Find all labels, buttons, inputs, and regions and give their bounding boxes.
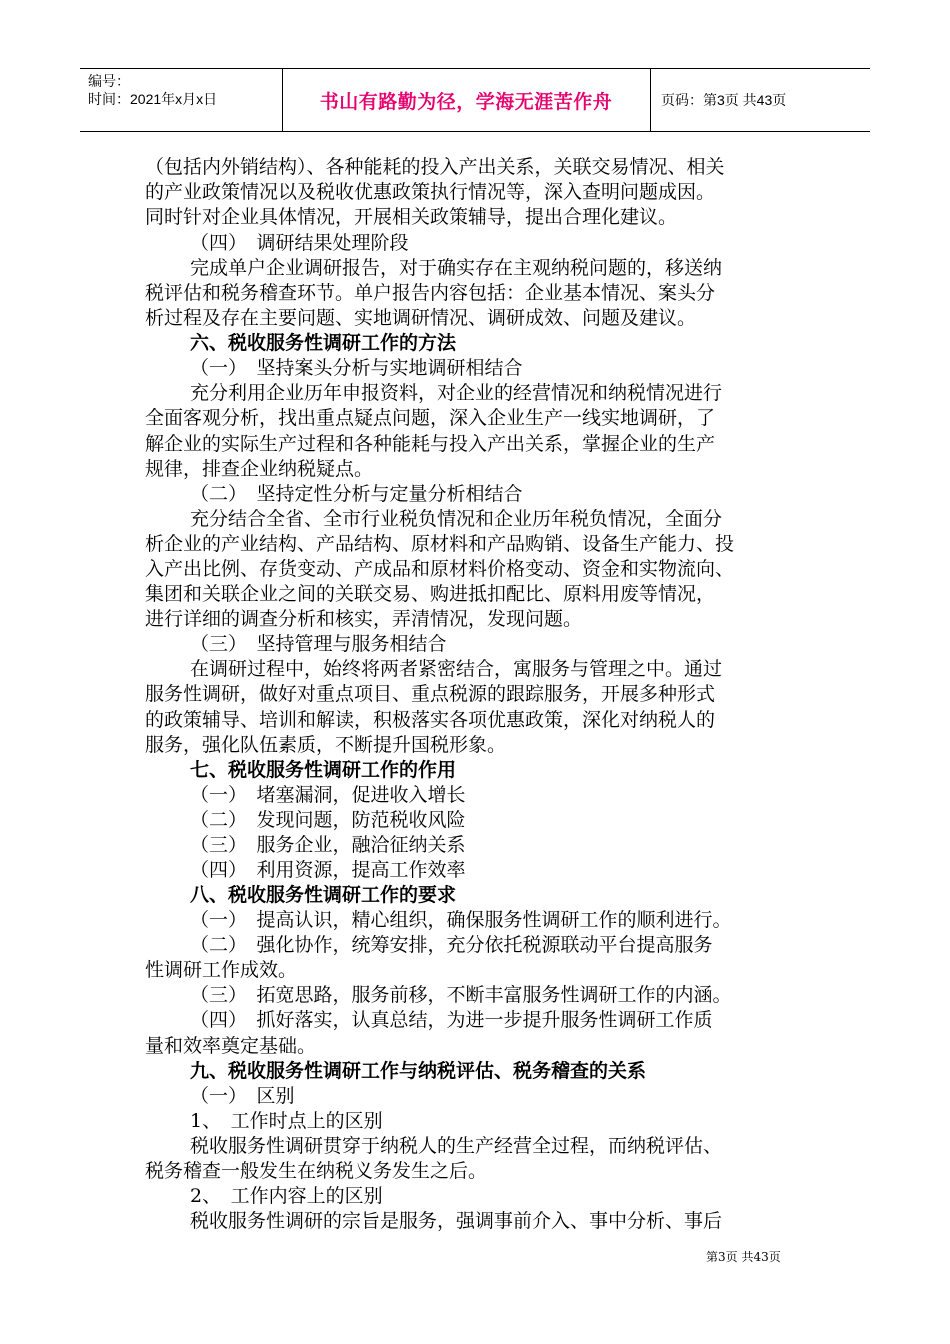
body-line: 量和效率奠定基础。	[145, 1035, 317, 1057]
page-header	[80, 68, 870, 132]
header-page-label: 页码：第3页 共43页	[661, 92, 787, 108]
doc-time-label: 时间：2021年x月x日	[88, 91, 218, 107]
body-line: 的产业政策情况以及税收优惠政策执行情况等，深入查明问题成因。	[145, 181, 716, 203]
body-line: 在调研过程中，始终将两者紧密结合，寓服务与管理之中。通过	[190, 658, 723, 680]
section-heading: 六、税收服务性调研工作的方法	[190, 332, 457, 354]
doc-number-label: 编号：	[88, 73, 130, 89]
motto-text: 书山有路勤为径，学海无涯苦作舟	[319, 90, 613, 113]
list-item: （四） 利用资源，提高工作效率	[190, 859, 466, 881]
body-line: 性调研工作成效。	[145, 959, 298, 981]
body-line: 充分结合全省、全市行业税负情况和企业历年税负情况，全面分	[190, 508, 723, 530]
subsection-heading: 2、 工作内容上的区别	[190, 1185, 383, 1207]
body-line: 完成单户企业调研报告，对于确实存在主观纳税问题的，移送纳	[190, 257, 723, 279]
header-page-cell	[651, 69, 870, 131]
list-item: （三） 拓宽思路，服务前移，不断丰富服务性调研工作的内涵。	[190, 984, 732, 1006]
section-heading: 七、税收服务性调研工作的作用	[190, 759, 457, 781]
subsection-heading: 1、 工作时点上的区别	[190, 1110, 383, 1132]
list-item: （四） 抓好落实，认真总结，为进一步提升服务性调研工作质	[190, 1009, 713, 1031]
section-heading: 八、税收服务性调研工作的要求	[190, 884, 457, 906]
body-line: 析企业的产业结构、产品结构、原材料和产品购销、设备生产能力、投	[145, 533, 735, 555]
body-line: 税收服务性调研贯穿于纳税人的生产经营全过程，而纳税评估、	[190, 1135, 723, 1157]
subsection-heading: （二） 坚持定性分析与定量分析相结合	[190, 483, 523, 505]
body-line: 入产出比例、存货变动、产成品和原材料价格变动、资金和实物流向、	[145, 558, 735, 580]
subsection-heading: （一） 坚持案头分析与实地调研相结合	[190, 357, 523, 379]
body-line: 税务稽查一般发生在纳税义务发生之后。	[145, 1160, 488, 1182]
body-line: （包括内外销结构）、各种能耗的投入产出关系，关联交易情况、相关	[145, 156, 725, 178]
body-line: 服务性调研，做好对重点项目、重点税源的跟踪服务，开展多种形式	[145, 683, 716, 705]
body-line: 服务，强化队伍素质，不断提升国税形象。	[145, 734, 507, 756]
list-item: （二） 强化协作，统筹安排，充分依托税源联动平台提高服务	[190, 934, 713, 956]
header-meta-cell	[80, 69, 283, 131]
section-heading: 九、税收服务性调研工作与纳税评估、税务稽查的关系	[190, 1060, 647, 1082]
subsection-heading: （一） 区别	[190, 1085, 295, 1107]
list-item: （三） 服务企业，融洽征纳关系	[190, 834, 466, 856]
header-motto-cell	[282, 69, 651, 131]
list-item: （一） 提高认识，精心组织，确保服务性调研工作的顺利进行。	[190, 909, 732, 931]
body-line: 析过程及存在主要问题、实地调研情况、调研成效、问题及建议。	[145, 307, 697, 329]
subsection-heading: （四） 调研结果处理阶段	[190, 232, 409, 254]
list-item: （二） 发现问题，防范税收风险	[190, 809, 466, 831]
body-line: 规律，排查企业纳税疑点。	[145, 458, 374, 480]
body-line: 同时针对企业具体情况，开展相关政策辅导，提出合理化建议。	[145, 206, 678, 228]
body-line: 解企业的实际生产过程和各种能耗与投入产出关系，掌握企业的生产	[145, 433, 716, 455]
page-footer: 第3页 共43页	[706, 1250, 781, 1264]
body-line: 全面客观分析，找出重点疑点问题，深入企业生产一线实地调研，了	[145, 407, 716, 429]
subsection-heading: （三） 坚持管理与服务相结合	[190, 633, 447, 655]
list-item: （一） 堵塞漏洞，促进收入增长	[190, 784, 466, 806]
body-line: 充分利用企业历年申报资料，对企业的经营情况和纳税情况进行	[190, 382, 723, 404]
body-line: 税评估和税务稽查环节。单户报告内容包括：企业基本情况、案头分	[145, 282, 716, 304]
body-line: 集团和关联企业之间的关联交易、购进抵扣配比、原料用废等情况，	[145, 583, 716, 605]
body-line: 的政策辅导、培训和解读，积极落实各项优惠政策，深化对纳税人的	[145, 709, 716, 731]
body-line: 进行详细的调查分析和核实，弄清情况，发现问题。	[145, 608, 583, 630]
body-line: 税收服务性调研的宗旨是服务，强调事前介入、事中分析、事后	[190, 1210, 723, 1232]
